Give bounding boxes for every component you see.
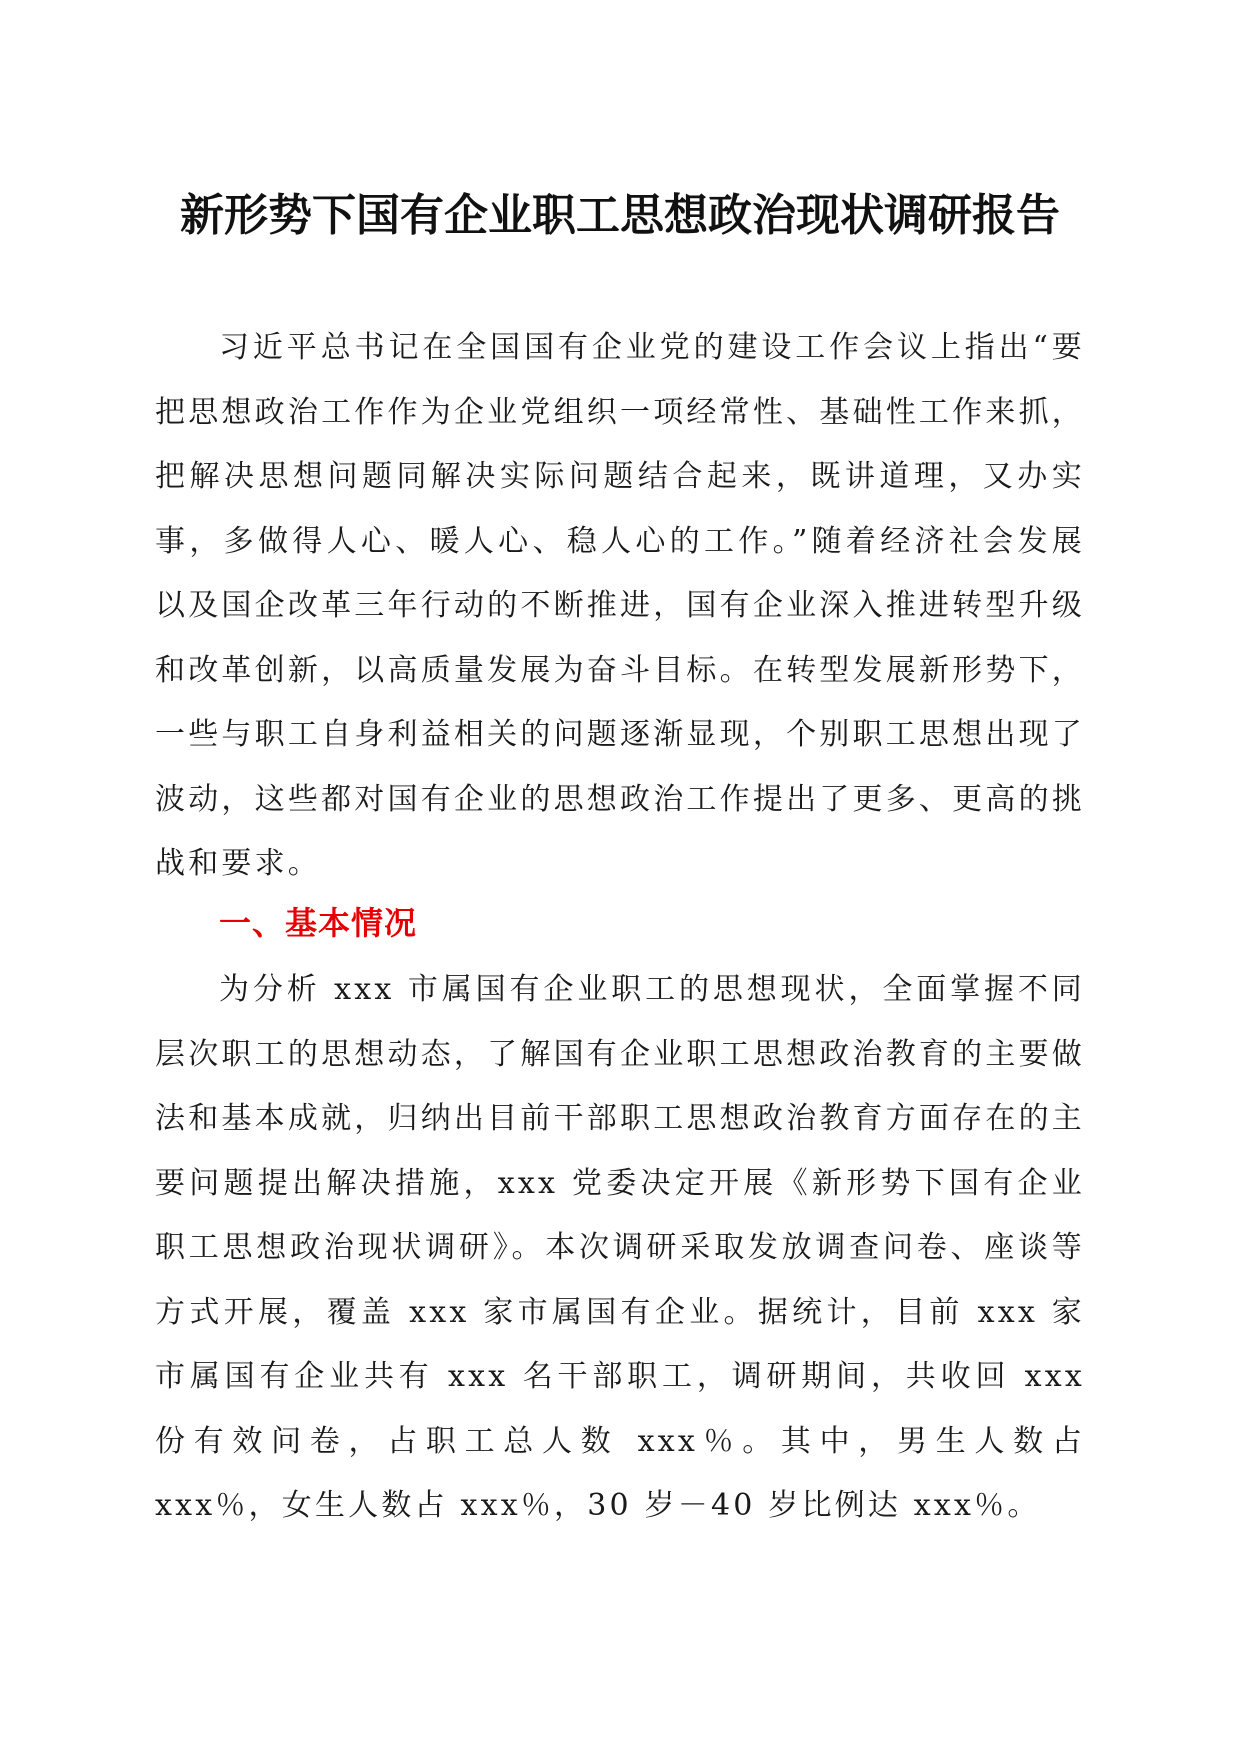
document-title: 新形势下国有企业职工思想政治现状调研报告	[180, 190, 1060, 241]
section-heading-basic-situation: 一、基本情况	[219, 904, 418, 942]
section-paragraph: 为分析 xxx 市属国有企业职工的思想现状，全面掌握不同层次职工的思想动态，了解国有企业职工思想政治教育的主要做法和基本成就，归纳出目前干部职工思想政治教育方面存在的主要问题提出解决措施，xxx 党委决定开展《新形势下国有企业职工思想政治现状调研》。本次调研采取发放调查问卷、座谈等方式开展，覆盖 xxx 家市属国有企业。据统计，目前 xxx 家市属国有企业共有 xxx 名干部职工，调研期间，共收回 xxx 份有效问卷，占职工总人数 xxx％。其中，男生人数占 xxx％，女生人数占 xxx％，30 岁－40 岁比例达 xxx％。	[155, 972, 1085, 1523]
intro-paragraph: 习近平总书记在全国国有企业党的建设工作会议上指出“要把思想政治工作作为企业党组织一项经常性、基础性工作来抓，把解决思想问题同解决实际问题结合起来，既讲道理，又办实事，多做得人心、暖人心、稳人心的工作。”随着经济社会发展以及国企改革三年行动的不断推进，国有企业深入推进转型升级和改革创新，以高质量发展为奋斗目标。在转型发展新形势下，一些与职工自身利益相关的问题逐渐显现，个别职工思想出现了波动，这些都对国有企业的思想政治工作提出了更多、更高的挑战和要求。	[155, 330, 1085, 881]
